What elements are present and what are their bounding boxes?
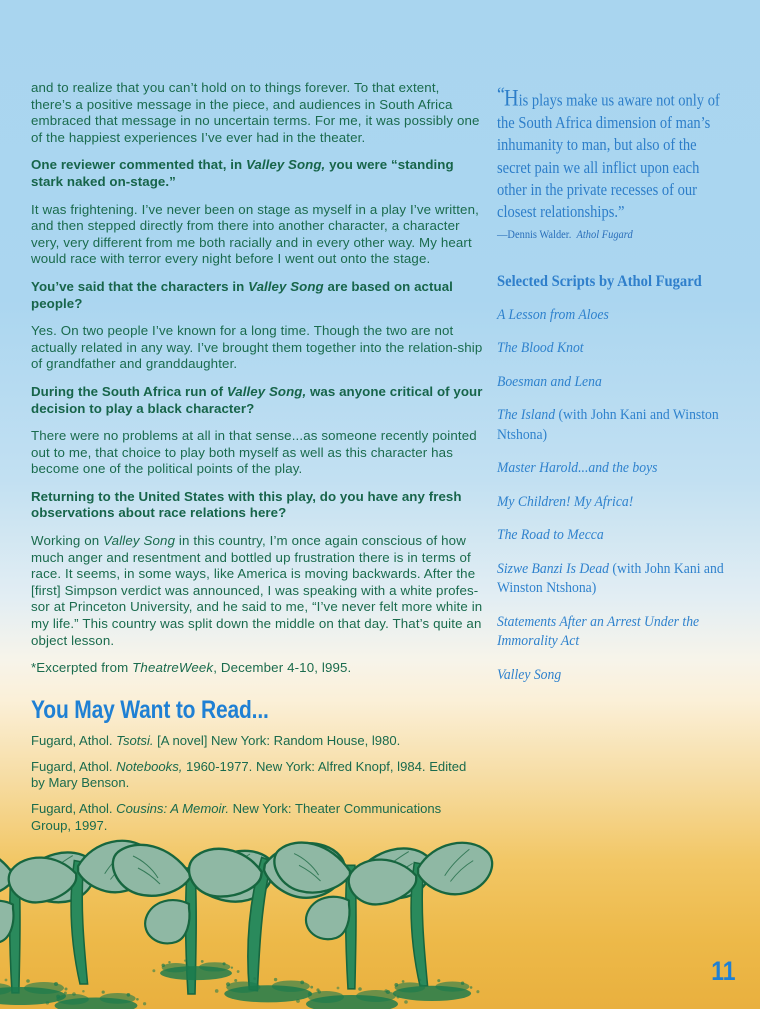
script-title: Boesman and Lena [497,372,602,390]
interview-question [31,157,483,190]
question-text-post: are based on actual people? [31,278,453,311]
bib-author: Fugard, Athol. [31,801,117,817]
bib-publication: New York: Theater Communications Group, 1997. [31,801,442,833]
question-text-post: was anyone critical of your decision to play a black character? [31,383,483,416]
bib-author: Fugard, Athol. [31,759,117,775]
script-list-item [497,372,729,392]
main-article-column [31,80,483,844]
answer-text-post: in this country, I’m once again conscious of how much anger and resentment and bottled up frustration there is in terms of race. It seems, in some ways, like America is moving backwards. After the [first] Simpson verdict was announced, I was speaking with a white profes-sor at Princeton University, and he said to me, “I’ve never felt more white in my life.” This country was split down the middle on that day. That’s quite an object lesson. [31,533,483,648]
script-list-item [497,338,729,358]
interview-question [31,384,483,417]
bib-publication: 1960-1977. New York: Alfred Knopf, l984. Edited by Mary Benson. [31,759,467,791]
bibliography-entry [31,759,483,791]
question-title-italic: Valley Song, [226,383,307,399]
interview-answer: There were no problems at all in that sense...as someone recently pointed out to me, that choice to play both myself as well as this character has become one of the political points of the play. [31,428,477,477]
script-list-item [497,492,729,512]
question-text-pre: Returning to the United States with this play, do you have any fresh observations about race relations here? [31,488,462,521]
script-title: Sizwe Banzi Is Dead [497,559,610,577]
interview-question [31,279,483,312]
script-list-item [497,525,729,545]
script-list-item [497,305,729,325]
script-title: Valley Song [497,665,562,683]
script-title: The Road to Mecca [497,526,604,544]
source-note-post: , December 4-10, l995. [213,660,352,676]
script-title: Statements After an Arrest Under the Immorality Act [497,612,700,650]
bib-title: Notebooks, [116,759,183,775]
script-list-item [497,458,729,478]
script-title: My Children! My Africa! [497,492,634,510]
interview-answer [31,533,483,649]
script-list-item [497,665,729,685]
pull-quote-body: is plays make us aware not only of the South Africa dimension of man’s inhumanity to man, but also of the secret pain we all inflict upon each other in the private recesses of our closest relationships.” [497,90,720,222]
bib-publication: [A novel] New York: Random House, l980. [153,732,401,748]
source-note [31,660,483,677]
bibliography-entry [31,801,483,833]
question-title-italic: Valley Song, [245,157,326,173]
question-text-pre: One reviewer commented that, in [31,157,246,173]
sidebar-column [497,84,729,698]
question-text-post: you were “standing stark naked on-stage.” [31,157,454,189]
script-note: (with John Kani and Winston Ntshona) [497,406,719,443]
you-may-want-to-read-heading: You May Want to Read... [31,695,269,724]
pull-quote-initial-cap: H [503,85,519,111]
question-text-pre: During the South Africa run of [31,383,227,399]
script-note: (with John Kani and Winston Ntshona) [497,559,724,597]
script-title: Master Harold...and the boys [497,459,658,477]
bib-title: Cousins: A Memoir. [116,801,229,817]
pull-quote [497,84,729,224]
attribution-work: Athol Fugard [576,227,633,241]
interview-question [31,489,483,522]
script-list-item [497,559,729,598]
attribution-name: —Dennis Walder. [497,227,572,241]
script-list-item [497,612,729,651]
bibliography-entry [31,733,483,749]
script-title: The Island [497,406,556,424]
interview-answer: and to realize that you can’t hold on to things forever. To that extent, there’s a positive message in the piece, and audiences in South Africa embraced that message in no uncertain terms. For me, it was possibly one of the happiest experiences I’ve ever had in the theater. [31,80,480,145]
page-number: 11 [711,956,736,986]
script-title: The Blood Knot [497,339,584,357]
open-quote-mark: “ [497,84,504,106]
interview-answer: It was frightening. I’ve never been on stage as myself in a play I’ve written, and then stepped directly from there into another character, a character very, very different from me both racially and in every other way. My heart would race with terror every night before I went out onto the stage. [31,201,479,267]
answer-title-italic: Valley Song [103,533,176,549]
bib-author: Fugard, Athol. [31,732,117,748]
bib-title: Tsotsi. [116,732,154,748]
answer-text-pre: Working on [31,533,104,549]
selected-scripts-heading: Selected Scripts by Athol Fugard [497,271,702,290]
question-text-pre: You’ve said that the characters in [31,278,249,294]
script-title: A Lesson from Aloes [497,305,609,323]
pull-quote-attribution [497,228,729,241]
source-note-italic: TheatreWeek [132,660,214,676]
script-list-item [497,405,729,444]
question-title-italic: Valley Song [248,278,324,294]
interview-answer: Yes. On two people I’ve known for a long time. Though the two are not actually related in any way. I’ve brought them together into the relation-ship of grandfather and granddaughter. [31,323,483,372]
source-note-pre: *Excerpted from [31,660,133,676]
